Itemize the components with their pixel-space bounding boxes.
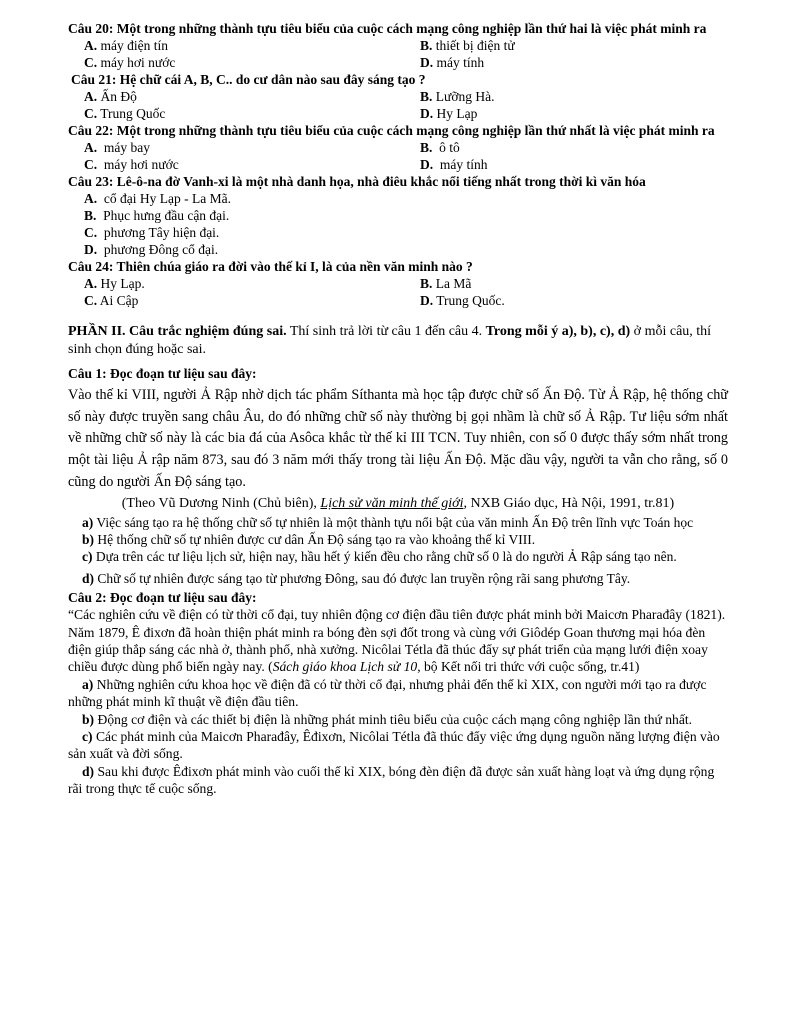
option-d: D. máy tính (420, 55, 485, 70)
part2-question-1-title: Câu 1: Đọc đoạn tư liệu sau đây: (68, 366, 257, 381)
option-c: C. Trung Quốc (84, 106, 166, 121)
question-24-options (68, 275, 728, 309)
question-24-title: Câu 24: Thiên chúa giáo ra đời vào thế kỉ I, là của nền văn minh nào ? (68, 259, 473, 274)
question-22-title: Câu 22: Một trong những thành tựu tiêu biểu của cuộc cách mạng công nghiệp lần thứ nhất là việc phát minh ra (68, 123, 715, 138)
part2-question-2-title: Câu 2: Đọc đoạn tư liệu sau đây: (68, 590, 257, 606)
statement-b: b) Hệ thống chữ số tự nhiên được cư dân Ấn Độ sáng tạo ra vào khoảng thế kỉ VIII. (82, 531, 536, 547)
option-a: A. cổ đại Hy Lạp - La Mã. (84, 191, 231, 206)
statement-a: a) Những nghiên cứu khoa học về điện đã có từ thời cổ đại, nhưng phải đến thế kỉ XIX, con người mới tạo ra được những phát minh kĩ thuật về điện đầu tiên. (68, 676, 707, 710)
part-2-instructions: PHẦN II. Câu trắc nghiệm đúng sai. Thí sinh trả lời từ câu 1 đến câu 4. Trong mỗi ý a), b), c), d) ở mỗi câu, thí sinh chọn đúng hoặc sai. (68, 324, 712, 357)
option-a: A. Ấn Độ (84, 89, 137, 104)
question-22-options (68, 139, 728, 173)
option-d: D. máy tính (420, 157, 488, 172)
option-d: D. phương Đông cổ đại. (84, 242, 219, 257)
question-1-passage: Vào thế kỉ VIII, người Ả Rập nhờ dịch tác phẩm Síthanta mà học tập được chữ số Ấn Độ. Từ Ả Rập, hệ thống chữ số này được truyền sang châu Âu, do đó những chữ số này thường bị gọi nhầm là chữ số Ả Rập. Tư liệu sớm nhất về những chữ số này là các bia đá của Asôca khắc từ thế kỉ III TCN. Tuy nhiên, con số 0 được thấy sớm nhất trong một tài liệu Ả rập năm 873, sau đó 3 năm mới thấy trong tài liệu Ấn Độ. Mặc dầu vậy, người ta vẫn cho rằng, số 0 cũng do người Ấn Độ sáng tạo. (68, 387, 728, 490)
option-a: A. Hy Lạp. (84, 276, 145, 291)
option-b: B. Lưỡng Hà. (420, 89, 495, 104)
question-23-title: Câu 23: Lê-ô-na đờ Vanh-xi là một nhà danh họa, nhà điêu khắc nổi tiếng nhất trong thời kì văn hóa (68, 174, 646, 189)
part-2-heading: PHẦN II. Câu trắc nghiệm đúng sai. (68, 324, 287, 339)
option-a: A. máy bay (84, 140, 150, 155)
question-21-title: Câu 21: Hệ chữ cái A, B, C.. do cư dân nào sau đây sáng tạo ? (71, 72, 426, 87)
statement-a: a) Việc sáng tạo ra hệ thống chữ số tự nhiên là một thành tựu nổi bật của văn minh Ấn Độ trên lĩnh vực Toán học (82, 514, 694, 530)
statement-d: d) Chữ số tự nhiên được sáng tạo từ phương Đông, sau đó được lan truyền rộng rãi sang phương Tây. (82, 570, 631, 586)
statement-b: b) Động cơ điện và các thiết bị điện là những phát minh tiêu biểu của cuộc cách mạng công nghiệp lần thứ nhất. (82, 711, 693, 727)
option-b: B. Phục hưng đầu cận đại. (84, 208, 230, 223)
question-2-passage: “Các nghiên cứu về điện có từ thời cổ đại, tuy nhiên động cơ điện đầu tiên được phát minh bởi Maicơn Pharađây (1821). Năm 1879, Ê đixơn đã hoàn thiện phát minh ra bóng đèn sợi đốt trong và cùng với Giôdép Goan thương mại hóa đèn điện giúp thắp sáng các nhà ở, thành phố, nhà xưởng. Nicôlai Tétla đã thúc đẩy sự phát triển của mạng lưới điện xoay chiều được dùng phổ biến ngày nay. (Sách giáo khoa Lịch sử 10, bộ Kết nối tri thức với cuộc sống, tr.41) (68, 607, 726, 675)
option-c: C. Ai Cập (84, 293, 139, 308)
statement-c: c) Các phát minh của Maicơn Pharađây, Êđixơn, Nicôlai Tétla đã thúc đẩy việc ứng dụng nguồn năng lượng điện vào sản xuất và đời sống. (68, 728, 720, 762)
question-21-options (68, 88, 728, 122)
question-1-source: (Theo Vũ Dương Ninh (Chủ biên), Lịch sử văn minh thế giới, NXB Giáo dục, Hà Nội, 1991, tr.81) (121, 495, 675, 511)
option-d: D. Hy Lạp (420, 106, 478, 121)
question-20-title: Câu 20: Một trong những thành tựu tiêu biểu của cuộc cách mạng công nghiệp lần thứ hai là việc phát minh ra (68, 21, 707, 36)
document-page (68, 20, 728, 798)
option-c: C. phương Tây hiện đại. (84, 225, 220, 240)
option-b: B. ô tô (420, 140, 460, 155)
option-d: D. Trung Quốc. (420, 293, 505, 308)
option-b: B. La Mã (420, 276, 472, 291)
option-c: C. máy hơi nước (84, 55, 176, 70)
question-23-options (68, 190, 728, 258)
question-20-options (68, 37, 728, 71)
option-a: A. máy điện tín (84, 38, 168, 53)
statement-d: d) Sau khi được Êđixơn phát minh vào cuối thế kỉ XIX, bóng đèn điện đã được sản xuất hàng loạt và ứng dụng rộng rãi trong thực tế cuộc sống. (68, 763, 715, 797)
option-c: C. máy hơi nước (84, 157, 179, 172)
statement-c: c) Dựa trên các tư liệu lịch sử, hiện nay, hầu hết ý kiến đều cho rằng chữ số 0 là do người Ả Rập sáng tạo nên. (82, 549, 677, 565)
option-b: B. thiết bị điện tử (420, 38, 515, 53)
